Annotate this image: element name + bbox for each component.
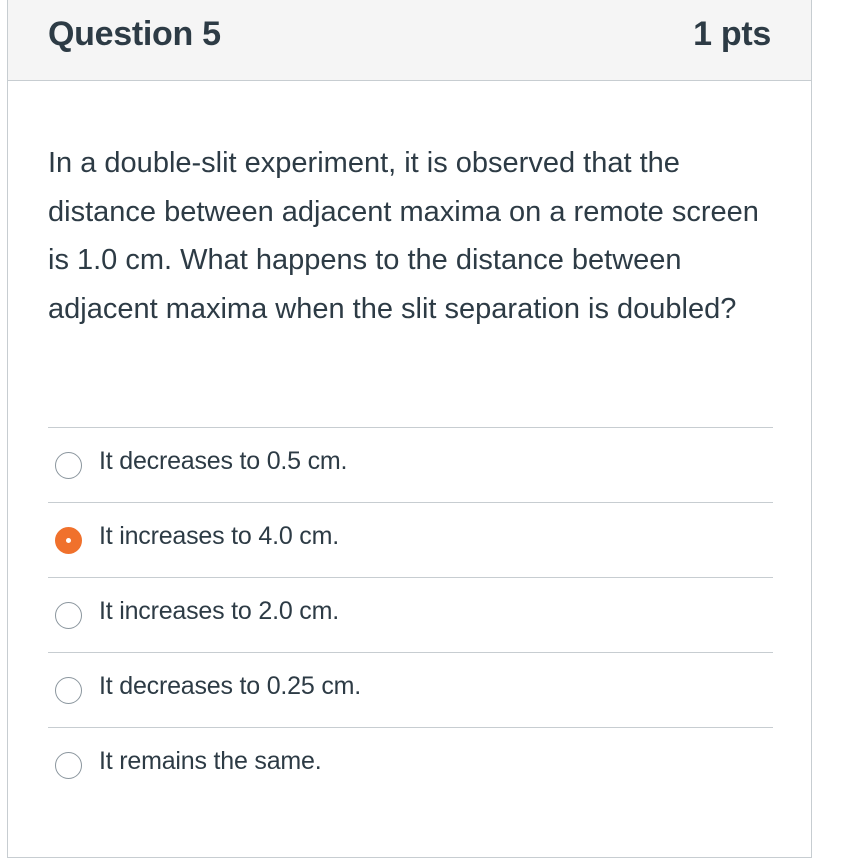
answer-option-5[interactable] [48, 728, 773, 803]
answer-label[interactable]: It decreases to 0.25 cm. [99, 672, 361, 700]
question-text: In a double-slit experiment, it is observed that the distance between adjacent maxima on a remote screen is 1.0 cm. What happens to the distance between adjacent maxima when the slit separation is doubled? [48, 147, 759, 325]
radio-button-icon[interactable] [55, 752, 82, 779]
answer-label[interactable]: It remains the same. [99, 747, 322, 775]
answer-label[interactable]: It decreases to 0.5 cm. [99, 447, 348, 475]
answer-label[interactable]: It increases to 4.0 cm. [99, 522, 339, 550]
answer-option-4[interactable] [48, 653, 773, 728]
radio-button-selected-icon[interactable] [55, 527, 82, 554]
answer-option-2[interactable] [48, 503, 773, 578]
radio-button-icon[interactable] [55, 452, 82, 479]
question-title: Question 5 [48, 15, 221, 53]
radio-button-icon[interactable] [55, 602, 82, 629]
question-points: 1 pts [693, 15, 771, 53]
answer-option-3[interactable] [48, 578, 773, 653]
answer-list [48, 427, 773, 803]
question-header [8, 0, 811, 81]
question-card [7, 0, 812, 858]
answer-label[interactable]: It increases to 2.0 cm. [99, 597, 339, 625]
answer-option-1[interactable] [48, 428, 773, 503]
radio-button-icon[interactable] [55, 677, 82, 704]
